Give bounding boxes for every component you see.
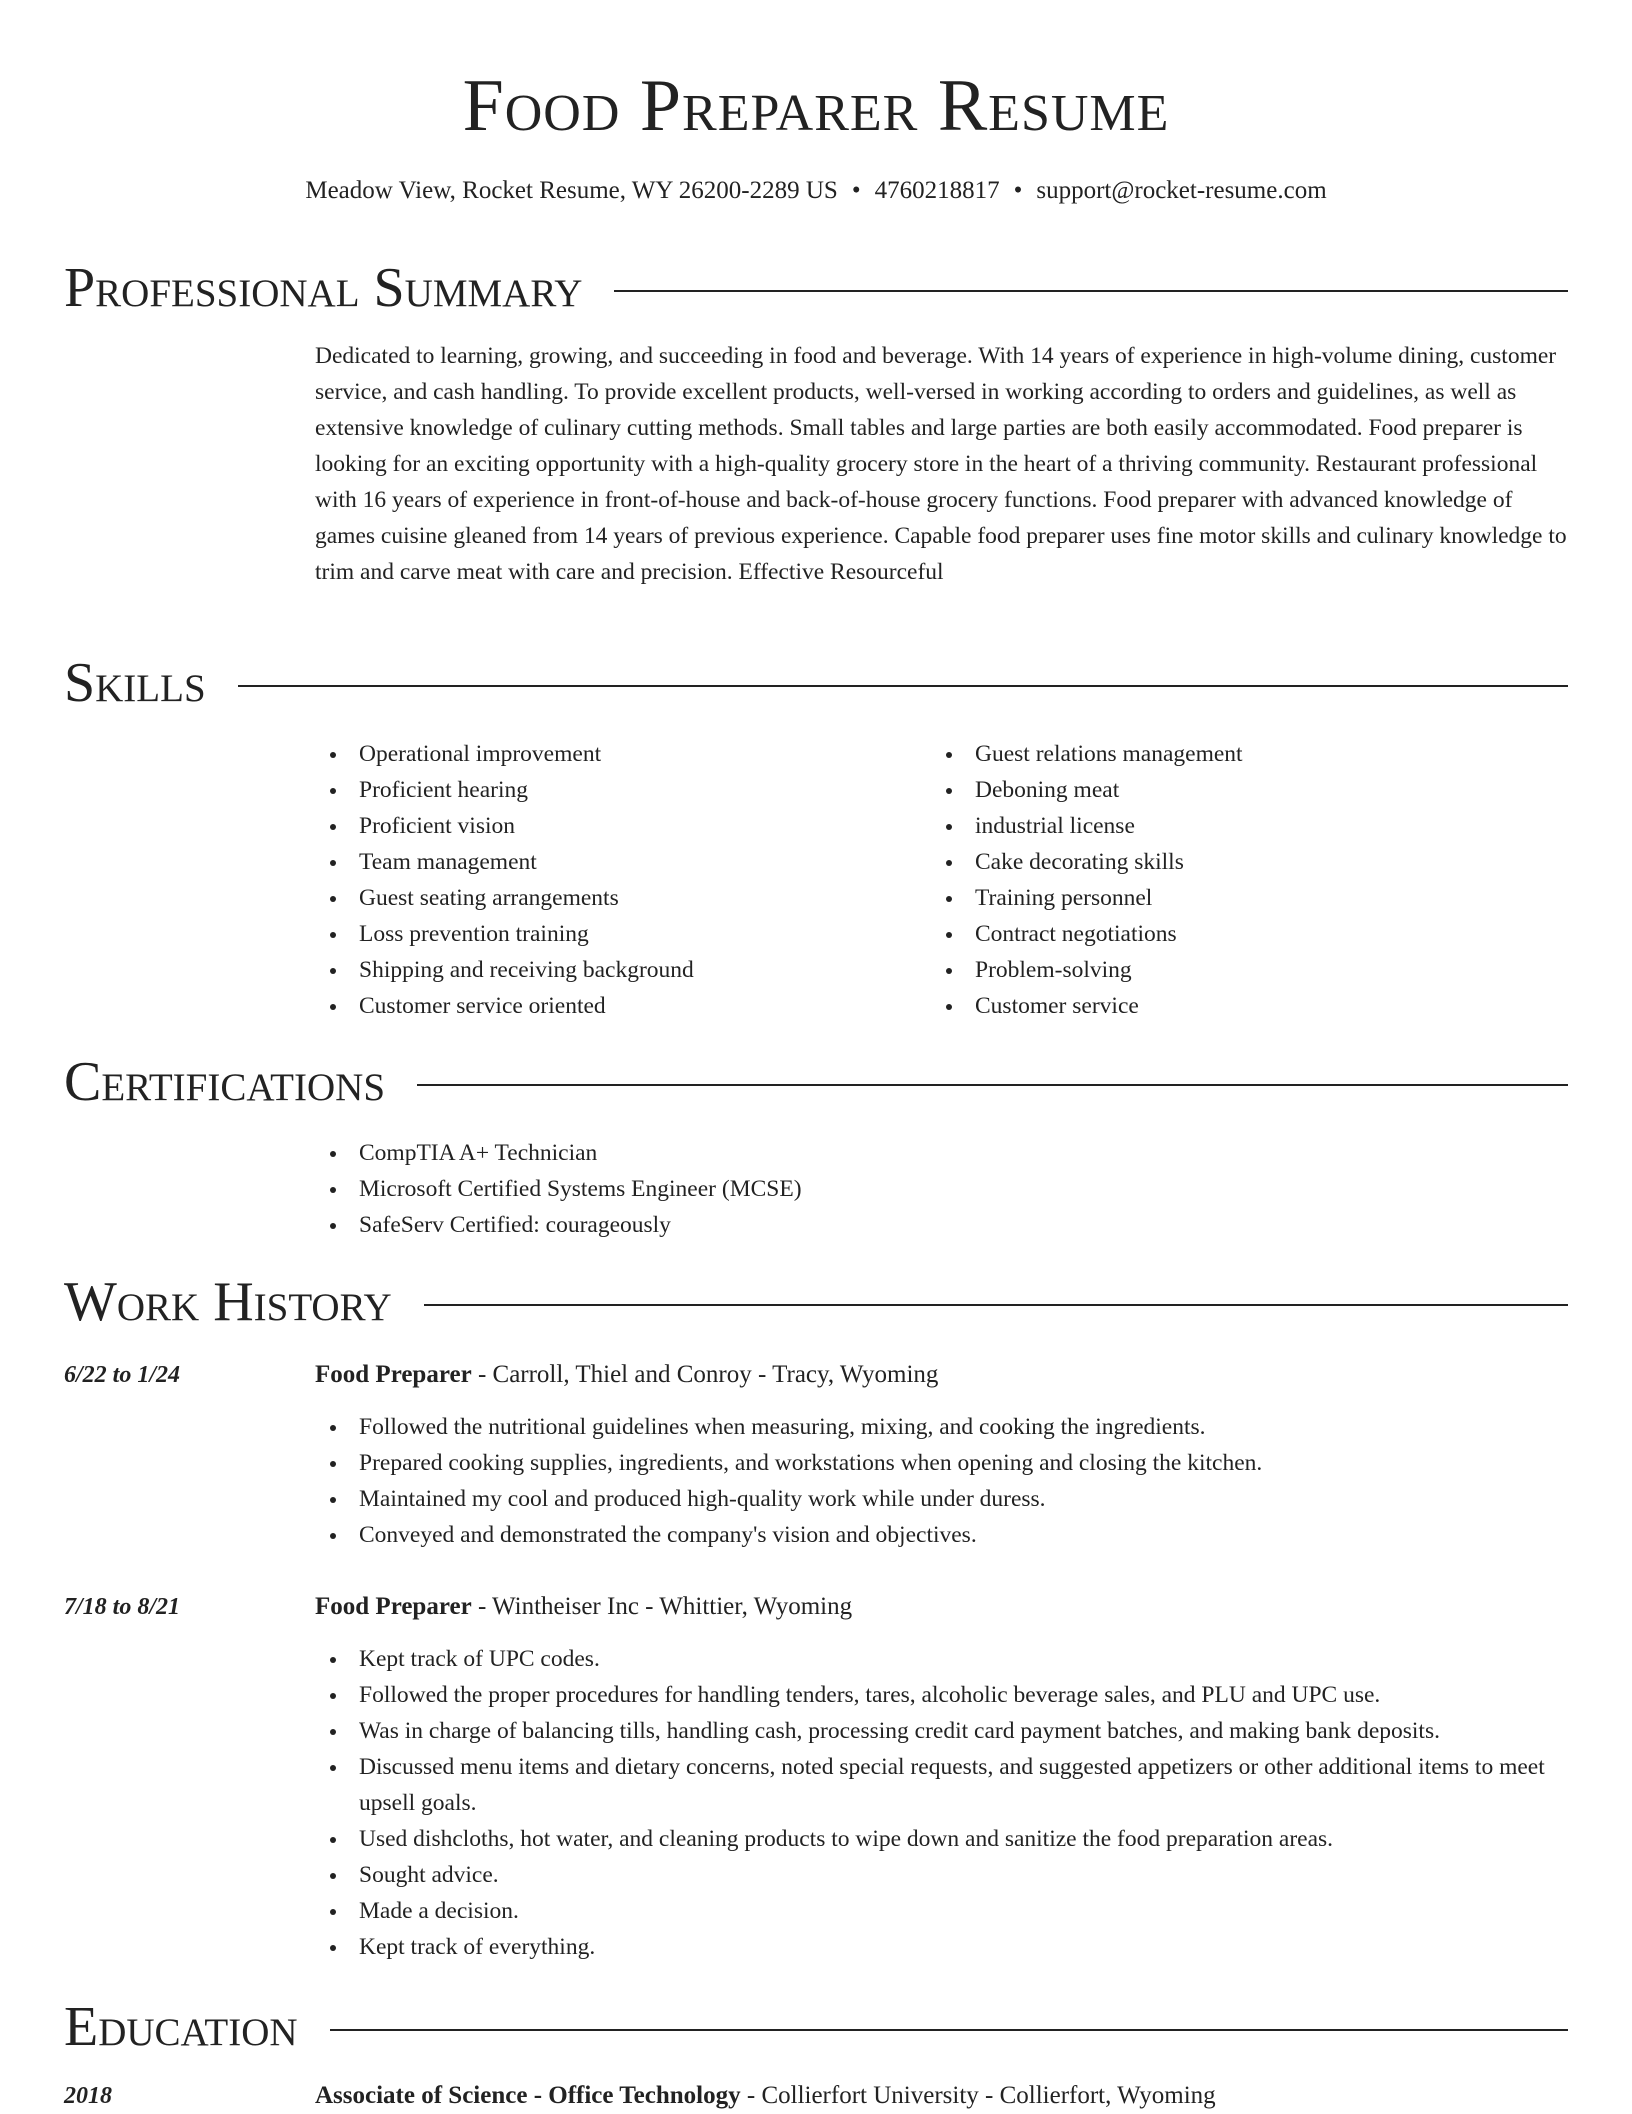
certifications-heading: Certifications xyxy=(64,1051,386,1113)
job-bullet: Kept track of UPC codes. xyxy=(315,1641,1575,1677)
skill-item: Operational improvement xyxy=(315,736,915,772)
job-employer: - Wintheiser Inc - Whittier, Wyoming xyxy=(471,1593,853,1620)
contact-separator: • xyxy=(1013,177,1023,204)
job-bullet: Sought advice. xyxy=(315,1857,1575,1893)
skill-item: Team management xyxy=(315,844,915,880)
contact-email: support@rocket-resume.com xyxy=(1036,177,1327,204)
skill-item: Loss prevention training xyxy=(315,916,915,952)
skill-item: Guest relations management xyxy=(931,736,1531,772)
job-bullet-list xyxy=(315,1409,1575,1553)
skill-item: Customer service xyxy=(931,988,1531,1024)
job-bullet: Discussed menu items and dietary concerns, noted special requests, and suggested appetizers or other additional items to meet upsell goals. xyxy=(315,1749,1575,1821)
skills-heading: Skills xyxy=(64,652,206,714)
section-divider xyxy=(424,1304,1568,1306)
contact-address: Meadow View, Rocket Resume, WY 26200-2289 US xyxy=(305,177,838,204)
summary-text: Dedicated to learning, growing, and succeeding in food and beverage. With 14 years of experience in high-volume dining, customer service, and cash handling. To provide excellent products, well-versed in working according to orders and guidelines, as well as extensive knowledge of culinary cutting methods. Small tables and large parties are both easily accommodated. Food preparer is looking for an exciting opportunity with a high-quality grocery store in the heart of a thriving community. Restaurant professional with 16 years of experience in front-of-house and back-of-house grocery functions. Food preparer with advanced knowledge of games cuisine gleaned from 14 years of previous experience. Capable food preparer uses fine motor skills and culinary knowledge to trim and carve meat with care and precision. Effective Resourceful xyxy=(315,343,1567,585)
education-degree: Associate of Science - Office Technology xyxy=(315,2082,741,2109)
skill-item: Training personnel xyxy=(931,880,1531,916)
certifications-list xyxy=(315,1135,1315,1243)
skill-item: Deboning meat xyxy=(931,772,1531,808)
section-divider xyxy=(417,1084,1568,1086)
skill-item: Customer service oriented xyxy=(315,988,915,1024)
job-bullet: Was in charge of balancing tills, handling cash, processing credit card payment batches, and making bank deposits. xyxy=(315,1713,1575,1749)
skill-item: Shipping and receiving background xyxy=(315,952,915,988)
skills-section-header xyxy=(64,651,1568,715)
contact-separator: • xyxy=(851,177,861,204)
certification-item: Microsoft Certified Systems Engineer (MCSE) xyxy=(315,1171,1315,1207)
education-year: 2018 xyxy=(64,2083,112,2109)
job-bullet: Followed the nutritional guidelines when measuring, mixing, and cooking the ingredients. xyxy=(315,1409,1575,1445)
job-bullet: Followed the proper procedures for handling tenders, tares, alcoholic beverage sales, and PLU and UPC use. xyxy=(315,1677,1575,1713)
summary-heading: Professional Summary xyxy=(64,257,583,319)
job-bullet: Kept track of everything. xyxy=(315,1929,1575,1965)
job-bullet: Maintained my cool and produced high-quality work while under duress. xyxy=(315,1481,1575,1517)
work-history-section-header xyxy=(64,1270,1568,1334)
contact-phone: 4760218817 xyxy=(874,177,1000,204)
contact-line xyxy=(0,174,1632,208)
skills-list-left xyxy=(315,736,915,1024)
certifications-section-header xyxy=(64,1050,1568,1114)
job-employer: - Carroll, Thiel and Conroy - Tracy, Wyoming xyxy=(471,1361,939,1388)
skill-item: Contract negotiations xyxy=(931,916,1531,952)
job-title: Food Preparer xyxy=(315,1593,472,1620)
job-dates: 6/22 to 1/24 xyxy=(64,1362,181,1388)
skill-item: Proficient hearing xyxy=(315,772,915,808)
summary-section-header xyxy=(64,256,1568,320)
section-divider xyxy=(238,685,1568,687)
education-heading: Education xyxy=(64,1996,298,2058)
work-history-heading: Work History xyxy=(64,1271,392,1333)
skill-item: Proficient vision xyxy=(315,808,915,844)
job-title: Food Preparer xyxy=(315,1361,472,1388)
job-heading xyxy=(315,1589,1569,1625)
education-section-header xyxy=(64,1995,1568,2059)
job-bullet: Conveyed and demonstrated the company's vision and objectives. xyxy=(315,1517,1575,1553)
job-bullet-list xyxy=(315,1641,1575,1965)
certification-item: CompTIA A+ Technician xyxy=(315,1135,1315,1171)
job-bullet: Prepared cooking supplies, ingredients, and workstations when opening and closing the kitchen. xyxy=(315,1445,1575,1481)
skill-item: industrial license xyxy=(931,808,1531,844)
skill-item: Guest seating arrangements xyxy=(315,880,915,916)
resume-title: Food Preparer Resume xyxy=(462,65,1170,147)
education-school: - Collierfort University - Collierfort, Wyoming xyxy=(740,2082,1216,2109)
job-heading xyxy=(315,1357,1569,1393)
skill-item: Cake decorating skills xyxy=(931,844,1531,880)
certification-item: SafeServ Certified: courageously xyxy=(315,1207,1315,1243)
skills-list-right xyxy=(931,736,1531,1024)
section-divider xyxy=(330,2029,1568,2031)
job-bullet: Made a decision. xyxy=(315,1893,1575,1929)
skill-item: Problem-solving xyxy=(931,952,1531,988)
job-bullet: Used dishcloths, hot water, and cleaning products to wipe down and sanitize the food preparation areas. xyxy=(315,1821,1575,1857)
education-entry xyxy=(315,2078,1569,2114)
job-dates: 7/18 to 8/21 xyxy=(64,1594,181,1620)
section-divider xyxy=(614,290,1568,292)
